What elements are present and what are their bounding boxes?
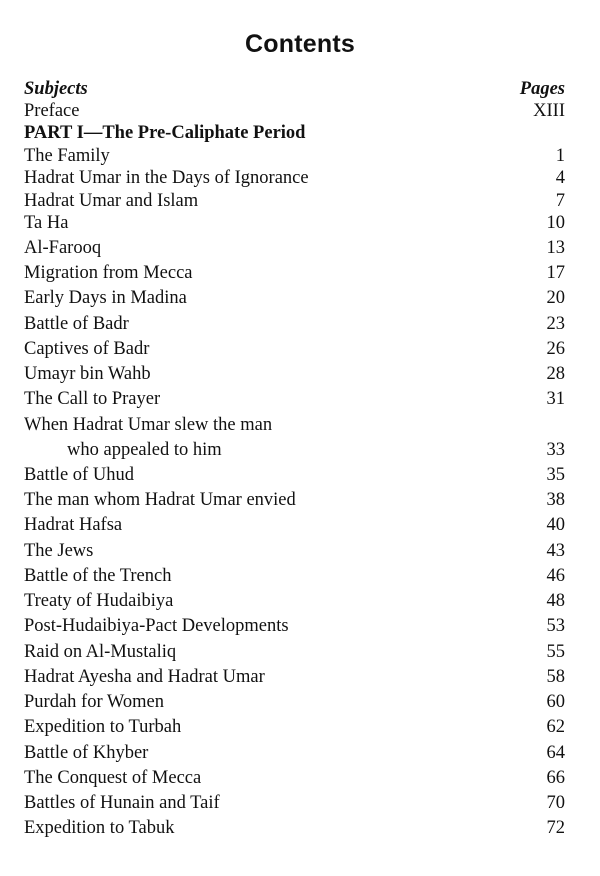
toc-entry (24, 286, 567, 311)
page-title: Contents (245, 30, 355, 58)
toc-entry (24, 539, 567, 564)
toc-entry (24, 166, 567, 191)
entry-title: Hadrat Ayesha and Hadrat Umar (24, 667, 265, 687)
entry-page-number: 17 (546, 263, 565, 283)
part-heading (24, 121, 567, 146)
entry-page-number: 62 (546, 717, 565, 737)
entry-title: Hadrat Umar and Islam (24, 191, 199, 211)
entry-page-number: 23 (546, 314, 565, 334)
entry-title: Post-Hudaibiya-Pact Developments (24, 616, 289, 636)
toc-entry (24, 690, 567, 715)
toc-entry (24, 261, 567, 286)
entry-page-number: XIII (533, 101, 565, 121)
entry-page-number: 10 (546, 213, 565, 233)
toc-entry (24, 513, 567, 538)
entry-title: Battles of Hunain and Taif (24, 793, 220, 813)
entry-title: Umayr bin Wahb (24, 364, 151, 384)
entry-title: Purdah for Women (24, 692, 164, 712)
toc-entry (24, 791, 567, 816)
entry-page-number: 26 (546, 339, 565, 359)
entry-title: Captives of Badr (24, 339, 150, 359)
toc-entry (24, 463, 567, 488)
entry-title: Ta Ha (24, 213, 69, 233)
entry-page-number: 46 (546, 566, 565, 586)
toc-entry (24, 337, 567, 362)
toc-entry (24, 589, 567, 614)
entry-page-number: 38 (546, 490, 565, 510)
entry-page-number: 55 (546, 642, 565, 662)
entry-page-number: 64 (546, 743, 565, 763)
entry-title: Battle of Khyber (24, 743, 149, 763)
entry-title: Battle of Badr (24, 314, 129, 334)
entry-title: Expedition to Turbah (24, 717, 182, 737)
entry-page-number: 13 (546, 238, 565, 258)
toc-entry (24, 614, 567, 639)
entry-title: Raid on Al-Mustaliq (24, 642, 177, 662)
entry-page-number: 4 (555, 168, 565, 188)
entry-title: Treaty of Hudaibiya (24, 591, 174, 611)
entry-title: Battle of Uhud (24, 465, 134, 485)
entry-title: Al-Farooq (24, 238, 102, 258)
toc-entry (24, 816, 567, 841)
entry-title: PART I—The Pre-Caliphate Period (24, 123, 306, 143)
entry-title: When Hadrat Umar slew the man (24, 415, 273, 435)
entry-page-number: 66 (546, 768, 565, 788)
toc-entry (24, 488, 567, 513)
toc-entry (24, 211, 567, 236)
entry-page-number: 20 (546, 288, 565, 308)
toc-entry (24, 387, 567, 412)
entry-page-number: 35 (546, 465, 565, 485)
entry-page-number: 33 (546, 440, 565, 460)
toc-entry (24, 640, 567, 665)
entry-page-number: 43 (546, 541, 565, 561)
toc-entry (24, 236, 567, 261)
entry-title: The man whom Hadrat Umar envied (24, 490, 296, 510)
entry-title: who appealed to him (67, 440, 222, 460)
subjects-header: Subjects (24, 79, 88, 99)
entry-page-number: 40 (546, 515, 565, 535)
entry-page-number: 28 (546, 364, 565, 384)
entry-title: Early Days in Madina (24, 288, 187, 308)
toc-entry (24, 312, 567, 337)
entry-title: The Call to Prayer (24, 389, 161, 409)
toc-entry (24, 741, 567, 766)
entry-title: The Conquest of Mecca (24, 768, 202, 788)
toc-entry (24, 766, 567, 791)
entry-page-number: 7 (555, 191, 565, 211)
toc-entry (24, 438, 567, 463)
entry-page-number: 48 (546, 591, 565, 611)
entry-page-number: 70 (546, 793, 565, 813)
entry-title: The Family (24, 146, 110, 166)
entry-page-number: 1 (555, 146, 565, 166)
toc-entry (24, 665, 567, 690)
entry-title: Hadrat Hafsa (24, 515, 123, 535)
entry-title: Expedition to Tabuk (24, 818, 175, 838)
entry-page-number: 58 (546, 667, 565, 687)
entry-page-number: 60 (546, 692, 565, 712)
entry-title: Battle of the Trench (24, 566, 172, 586)
entry-title: Hadrat Umar in the Days of Ignorance (24, 168, 309, 188)
toc-entry (24, 413, 567, 438)
toc-entry (24, 715, 567, 740)
pages-header: Pages (519, 79, 565, 99)
toc-entry (24, 564, 567, 589)
entry-page-number: 53 (546, 616, 565, 636)
entry-title: Preface (24, 101, 80, 121)
toc-entry (24, 362, 567, 387)
entry-title: Migration from Mecca (24, 263, 193, 283)
entry-title: The Jews (24, 541, 94, 561)
entry-page-number: 72 (546, 818, 565, 838)
entry-page-number: 31 (546, 389, 565, 409)
